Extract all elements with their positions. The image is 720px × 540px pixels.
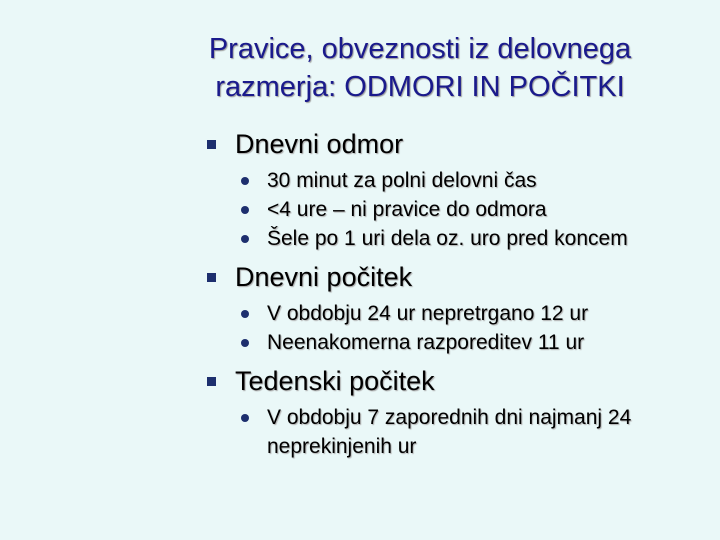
title-line-2-prefix: razmerja: — [215, 71, 345, 103]
list-item-text: Neenakomerna razporeditev 11 ur — [267, 331, 585, 354]
square-bullet-icon — [207, 273, 216, 282]
section-tedenski-pocitek — [207, 363, 707, 461]
list-item — [241, 328, 707, 357]
round-bullet-icon — [241, 339, 249, 347]
list-item — [241, 224, 707, 253]
list-item — [241, 403, 707, 461]
list-item — [241, 299, 707, 328]
square-bullet-icon — [207, 140, 216, 149]
title-line-2 — [150, 68, 690, 106]
title-line-1: Pravice, obveznosti iz delovnega — [208, 33, 632, 65]
list-item-text: V obdobju 7 zaporednih dni najmanj 24 neprekinjenih ur — [267, 406, 632, 458]
list-item-text: 30 minut za polni delovni čas — [267, 169, 537, 192]
list-item — [241, 195, 707, 224]
section-heading — [207, 126, 707, 162]
section-heading — [207, 259, 707, 295]
list-item-text: Šele po 1 uri dela oz. uro pred koncem — [267, 227, 628, 250]
round-bullet-icon — [241, 414, 249, 422]
slide-title — [150, 30, 690, 106]
round-bullet-icon — [241, 310, 249, 318]
bullet-list — [207, 126, 707, 461]
square-bullet-icon — [207, 377, 216, 386]
section-dnevni-odmor — [207, 126, 707, 253]
section-dnevni-pocitek — [207, 259, 707, 357]
section-heading — [207, 363, 707, 399]
section-heading-text: Dnevni počitek — [235, 262, 413, 292]
sub-list — [241, 299, 707, 357]
list-item — [241, 166, 707, 195]
section-heading-text: Tedenski počitek — [235, 366, 435, 396]
sub-list — [241, 403, 707, 461]
sub-list — [241, 166, 707, 253]
section-heading-text: Dnevni odmor — [235, 129, 404, 159]
list-item-text: V obdobju 24 ur nepretrgano 12 ur — [267, 302, 589, 325]
title-accent: ODMORI IN POČITKI — [344, 71, 625, 103]
list-item-text: <4 ure – ni pravice do odmora — [267, 198, 547, 221]
round-bullet-icon — [241, 206, 249, 214]
round-bullet-icon — [241, 177, 249, 185]
round-bullet-icon — [241, 235, 249, 243]
